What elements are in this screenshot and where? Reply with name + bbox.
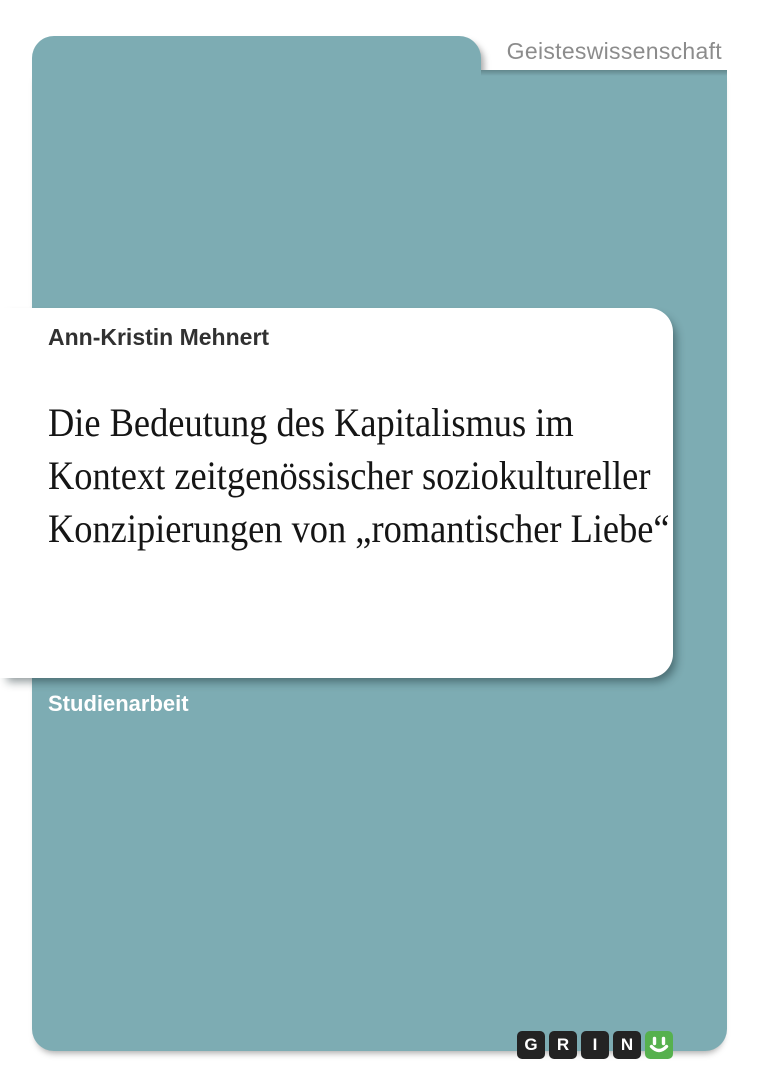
- logo-letter: N: [620, 1035, 634, 1054]
- logo-tile-n: [613, 1031, 641, 1059]
- author-name: Ann-Kristin Mehnert: [48, 324, 270, 350]
- grin-smiley-tile: [645, 1031, 673, 1059]
- smiley-mouth: [652, 1047, 667, 1051]
- logo-letter: R: [556, 1035, 570, 1054]
- logo-letter: G: [524, 1035, 538, 1054]
- title-line-3: Konzipierungen von „romantischer Liebe“: [48, 506, 670, 551]
- category-label: Geisteswissenschaft: [506, 38, 722, 64]
- title-line-2: Kontext zeitgenössischer soziokultureller: [48, 453, 651, 498]
- title-box: [0, 308, 673, 678]
- title-line-1: Die Bedeutung des Kapitalismus im: [48, 400, 574, 445]
- grin-smiley-icon: [645, 1031, 673, 1059]
- book-title: [48, 396, 670, 555]
- grin-logo: [517, 1031, 673, 1059]
- logo-letter: I: [592, 1035, 598, 1054]
- logo-tile-i: [581, 1031, 609, 1059]
- band-shadow-divider: [481, 70, 727, 76]
- document-type-label: Studienarbeit: [48, 691, 189, 716]
- logo-tile-g: [517, 1031, 545, 1059]
- logo-tile-r: [549, 1031, 577, 1059]
